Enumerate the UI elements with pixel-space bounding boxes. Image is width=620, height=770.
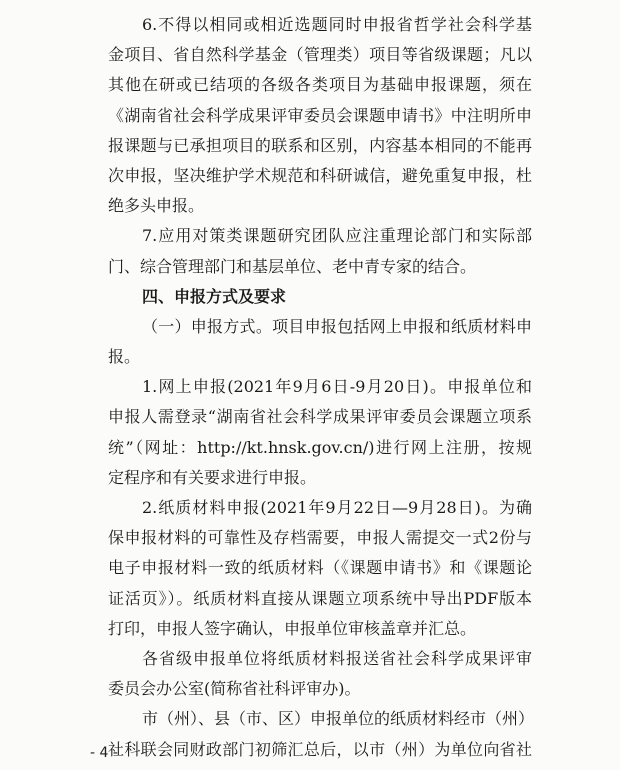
paragraph-line: 定程序和有关要求进行申报。 — [108, 467, 317, 487]
paragraph-line: （一）申报方式。项目申报包括网上申报和纸质材料申 — [142, 316, 532, 336]
paragraph-line: 2.纸质材料申报(2021年9月22日—9月28日)。为确 — [142, 498, 532, 517]
paragraph-line: 证活页》）。纸质材料直接从课题立项系统中导出PDF版本 — [108, 588, 532, 608]
paragraph-line: 绝多头申报。 — [108, 196, 205, 216]
paragraph-line: 7.应用对策类课题研究团队应注重理论部门和实际部 — [142, 226, 532, 246]
paragraph-line: 委员会办公室(简称省社科评审办)。 — [108, 679, 361, 699]
paragraph-line: 其他在研或已结项的各级各类项目为基础申报课题，须在 — [108, 75, 532, 95]
paragraph-line: 电子申报材料一致的纸质材料（《课题申请书》和《课题论 — [108, 558, 532, 578]
paragraph-line: 报课题与已承担项目的联系和区别，内容基本相同的不能再 — [108, 135, 532, 155]
paragraph-line: 各省级申报单位将纸质材料报送省社会科学成果评审 — [142, 648, 532, 668]
document-body — [108, 10, 535, 765]
paragraph-line: 社科联会同财政部门初筛汇总后，以市（州）为单位向省社 — [108, 739, 532, 759]
paragraph-line: 报。 — [108, 347, 141, 367]
paragraph-line: 1.网上申报(2021年9月6日-9月20日)。申报单位和 — [142, 377, 532, 397]
paragraph-line: 统”（网址：http://kt.hnsk.gov.cn/)进行网上注册，按规 — [108, 437, 532, 457]
paragraph-line: 《湖南省社会科学成果评审委员会课题申请书》中注明所申 — [108, 105, 532, 125]
paragraph-line: 打印，申报人签字确认，申报单位审核盖章并汇总。 — [108, 618, 477, 638]
paragraph-line: 门、综合管理部门和基层单位、老中青专家的结合。 — [108, 256, 477, 276]
paragraph-line: 保申报材料的可靠性及存档需要，申报人需提交一式2份与 — [108, 528, 532, 548]
paragraph-line: 市（州）、县（市、区）申报单位的纸质材料经市（州） — [142, 709, 535, 729]
paragraph-line: 金项目、省自然科学基金（管理类）项目等省级课题；凡以 — [108, 45, 532, 65]
section-heading: 四、申报方式及要求 — [142, 286, 287, 306]
paragraph-line: 次申报，坚决维护学术规范和科研诚信，避免重复申报，杜 — [108, 165, 532, 185]
page-number: - 4 - — [90, 745, 118, 761]
paragraph-line: 6.不得以相同或相近选题同时申报省哲学社会科学基 — [142, 15, 532, 34]
paragraph-line: 申报人需登录“湖南省社会科学成果评审委员会课题立项系 — [108, 407, 532, 427]
